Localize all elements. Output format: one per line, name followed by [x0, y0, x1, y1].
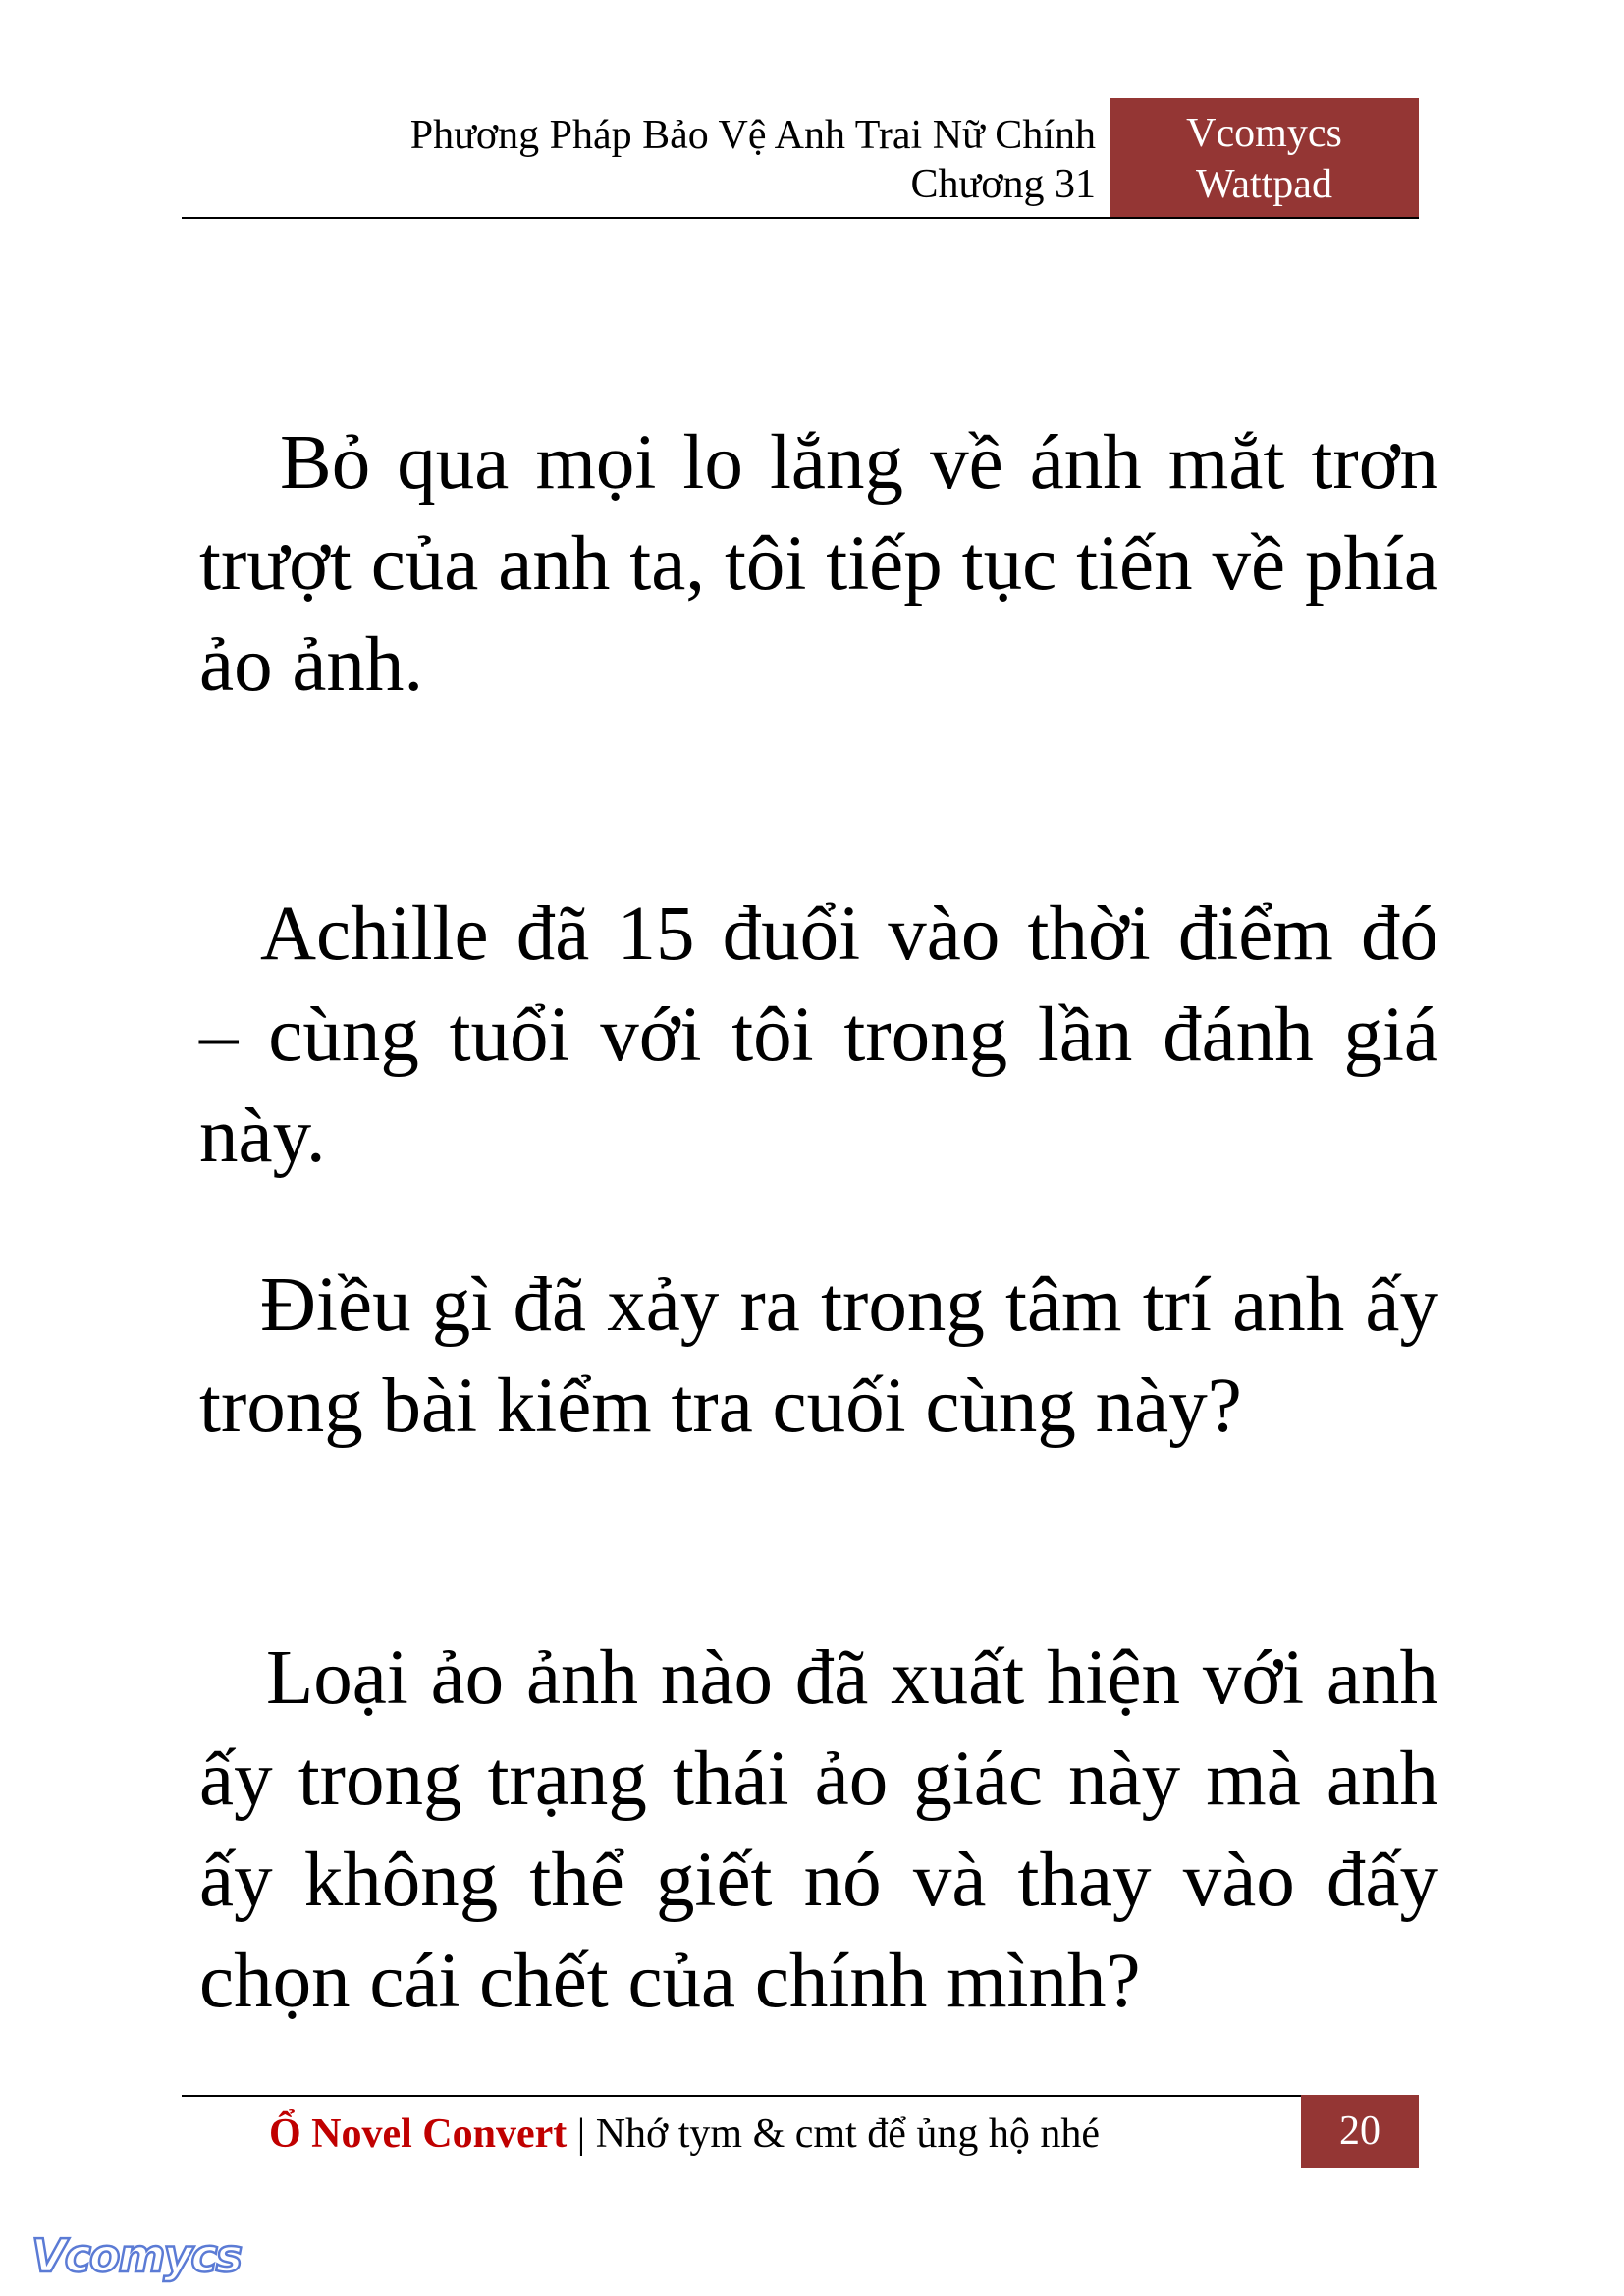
- footer-note: Nhớ tym & cmt để ủng hộ nhé: [595, 2111, 1100, 2157]
- footer-credit: [269, 2107, 1100, 2162]
- vcomycs-watermark-logo: [27, 2228, 253, 2287]
- source-badge: [1110, 98, 1419, 219]
- paragraph-3: Điều gì đã xảy ra trong tâm trí anh ấy trong bài kiểm tra cuối cùng này?: [199, 1262, 1438, 1449]
- badge-line-1: Vcomycs: [1186, 111, 1342, 156]
- footer-brand: Ổ Novel Convert: [268, 2111, 568, 2157]
- paragraph-2: Achille đã 15 đuổi vào thời điểm đó – cùng tuổi với tôi trong lần đánh giá này.: [199, 891, 1438, 1179]
- header-text-block: [182, 98, 1110, 216]
- paragraph-1: Bỏ qua mọi lo lắng về ánh mắt trơn trượt của anh ta, tôi tiếp tục tiến về phía ảo ảnh.: [199, 420, 1438, 708]
- page-footer: [182, 2095, 1419, 2173]
- watermark-logo-icon: [27, 2228, 253, 2287]
- page-number: 20: [1301, 2095, 1419, 2168]
- footer-separator: |: [576, 2111, 586, 2157]
- footer-divider: [182, 2095, 1419, 2097]
- book-title: Phương Pháp Bảo Vệ Anh Trai Nữ Chính: [409, 113, 1096, 158]
- chapter-label: Chương 31: [910, 162, 1096, 207]
- badge-line-2: Wattpad: [1196, 162, 1332, 207]
- page-header: [182, 98, 1419, 219]
- header-divider: [182, 217, 1419, 219]
- watermark-text: Vcomycs: [31, 2229, 242, 2282]
- paragraph-4: Loại ảo ảnh nào đã xuất hiện với anh ấy trong trạng thái ảo giác này mà anh ấy không thể giết nó và thay vào đấy chọn cái chết của chính mình?: [199, 1635, 1438, 2024]
